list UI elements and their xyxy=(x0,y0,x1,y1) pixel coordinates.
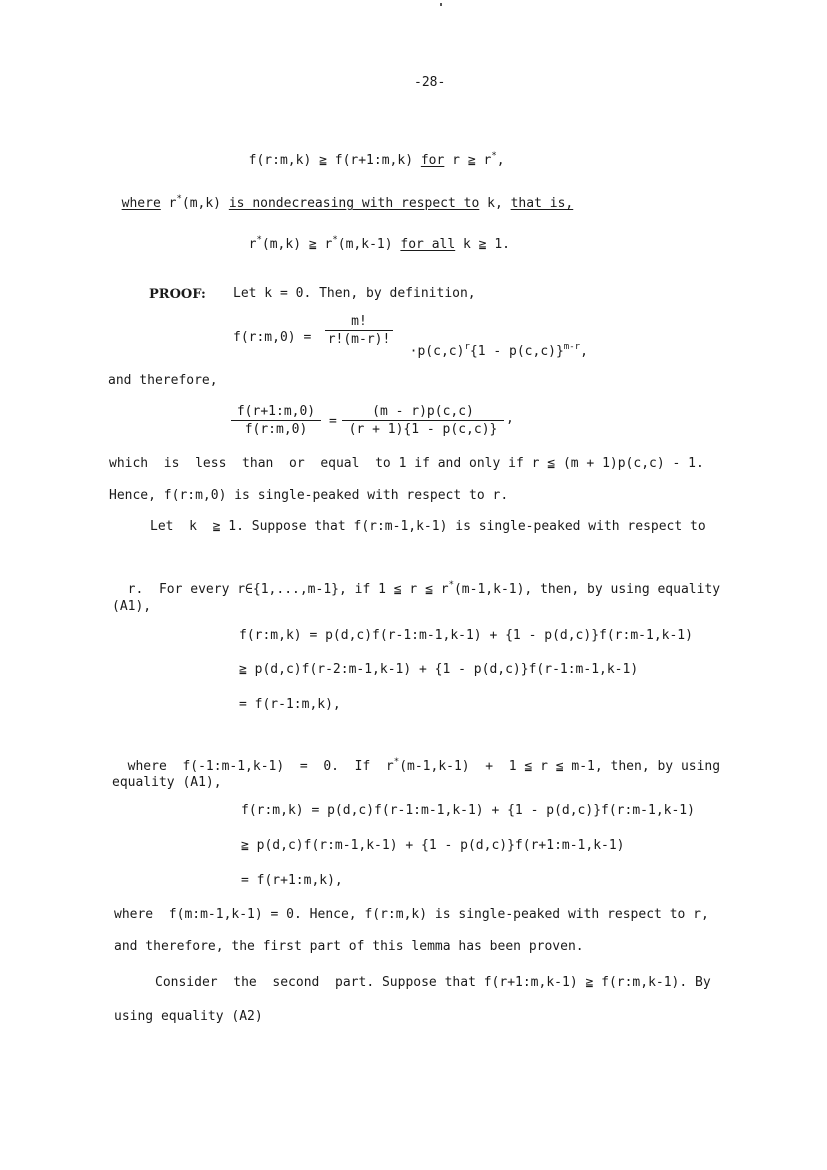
proof-intro: Let k = 0. Then, by definition, xyxy=(233,286,476,301)
eq2-right-fraction xyxy=(342,403,504,438)
eq1-end: , xyxy=(580,344,588,359)
lemma-line-2 xyxy=(106,177,573,213)
eq1-sup-mr: m-r xyxy=(563,342,581,352)
eq2-lden: f(r:m,0) xyxy=(244,422,308,437)
lemma-rel: r ≧ r xyxy=(452,153,492,168)
eq2-left-fraction xyxy=(231,403,321,438)
eq1-num: m! xyxy=(325,313,393,331)
text-line-let-k: Let k ≧ 1. Suppose that f(r:m-1,k-1) is single-peaked with respect to xyxy=(150,519,706,534)
t6a: where f(-1:m-1,k-1) = 0. If r xyxy=(127,759,394,774)
eq1-lhs: f(r:m,0) = xyxy=(233,330,312,345)
eq5: = f(r-1:m,k), xyxy=(239,697,341,712)
eq2-rnum: (m - r)p(c,c) xyxy=(342,403,504,421)
for-all-underlined: for all xyxy=(400,237,456,252)
star: * xyxy=(256,235,262,245)
eq8: = f(r+1:m,k), xyxy=(241,873,343,888)
star: * xyxy=(448,580,454,590)
star: * xyxy=(332,235,338,245)
eq1-fraction xyxy=(325,313,393,348)
text-line-a1: (A1), xyxy=(112,599,152,614)
lemma-line-1 xyxy=(233,134,505,170)
eq4: ≧ p(d,c)f(r-2:m-1,k-1) + {1 - p(d,c)}f(r-1:m-1,k-1) xyxy=(239,662,639,677)
lemma-end: , xyxy=(496,153,505,168)
l3-a: r xyxy=(248,237,257,252)
t6b: (m-1,k-1) + 1 ≦ r ≦ m-1, then, by using xyxy=(399,759,721,774)
l3-c: (m,k-1) xyxy=(337,237,393,252)
eq1-mid: ·p(c,c) xyxy=(409,344,465,359)
lemma-line-3 xyxy=(233,218,510,254)
text-line-and-therefore-2: and therefore, the first part of this lemma has been proven. xyxy=(114,939,584,954)
eq1-mid2: {1 - p(c,c)} xyxy=(469,344,564,359)
page-number: -28- xyxy=(414,75,446,90)
where-underlined: where xyxy=(121,196,161,211)
eq2-end: , xyxy=(506,411,514,426)
and-therefore: and therefore, xyxy=(108,373,218,388)
l3-b: (m,k) ≧ r xyxy=(261,237,333,252)
proof-label: PROOF: xyxy=(149,287,206,302)
for-underlined: for xyxy=(420,153,445,168)
text-line-a2: using equality (A2) xyxy=(114,1009,263,1024)
text-line-consider: Consider the second part. Suppose that f(r+1:m,k-1) ≧ f(r:m,k-1). By xyxy=(155,975,711,990)
text-line-which: which is less than or equal to 1 if and only if r ≦ (m + 1)p(c,c) - 1. xyxy=(109,456,704,471)
eq7: ≧ p(d,c)f(r:m-1,k-1) + {1 - p(d,c)}f(r+1:m-1,k-1) xyxy=(241,838,625,853)
scan-speck xyxy=(440,3,442,6)
rstar-arg: (m,k) xyxy=(181,196,222,211)
eq1-den: r!(m-r)! xyxy=(327,332,391,347)
eq3: f(r:m,k) = p(d,c)f(r-1:m-1,k-1) + {1 - p(d,c)}f(r:m-1,k-1) xyxy=(239,628,693,643)
star: * xyxy=(176,194,182,204)
rstar: r xyxy=(168,196,177,211)
eq1-sup-r: r xyxy=(464,342,470,352)
k-var: k, xyxy=(487,196,503,211)
t4a: r. For every r∈{1,...,m-1}, if 1 ≦ r ≦ r xyxy=(127,582,449,597)
star: * xyxy=(393,757,400,767)
t4b: (m-1,k-1), then, by using equality xyxy=(453,582,721,597)
text-line-equality-a1: equality (A1), xyxy=(112,775,222,790)
text-line-hence: Hence, f(r:m,0) is single-peaked with respect to r. xyxy=(109,488,509,503)
text-line-for-every xyxy=(112,563,720,599)
star: * xyxy=(491,151,497,161)
eq2-equals: = xyxy=(329,414,337,429)
nondecreasing-phrase: is nondecreasing with respect to xyxy=(228,196,480,211)
text-line-where-1 xyxy=(112,740,720,776)
eq6: f(r:m,k) = p(d,c)f(r-1:m-1,k-1) + {1 - p(d,c)}f(r:m-1,k-1) xyxy=(241,803,695,818)
that-is: that is, xyxy=(510,196,574,211)
l3-tail: k ≧ 1. xyxy=(463,237,510,252)
eq2-lnum: f(r+1:m,0) xyxy=(231,403,321,421)
text-line-where-2: where f(m:m-1,k-1) = 0. Hence, f(r:m,k) is single-peaked with respect to r, xyxy=(114,907,709,922)
eq2-rden: (r + 1){1 - p(c,c)} xyxy=(348,422,498,437)
eq1-rhs xyxy=(394,325,588,361)
lemma-lhs: f(r:m,k) ≧ f(r+1:m,k) xyxy=(248,153,414,168)
